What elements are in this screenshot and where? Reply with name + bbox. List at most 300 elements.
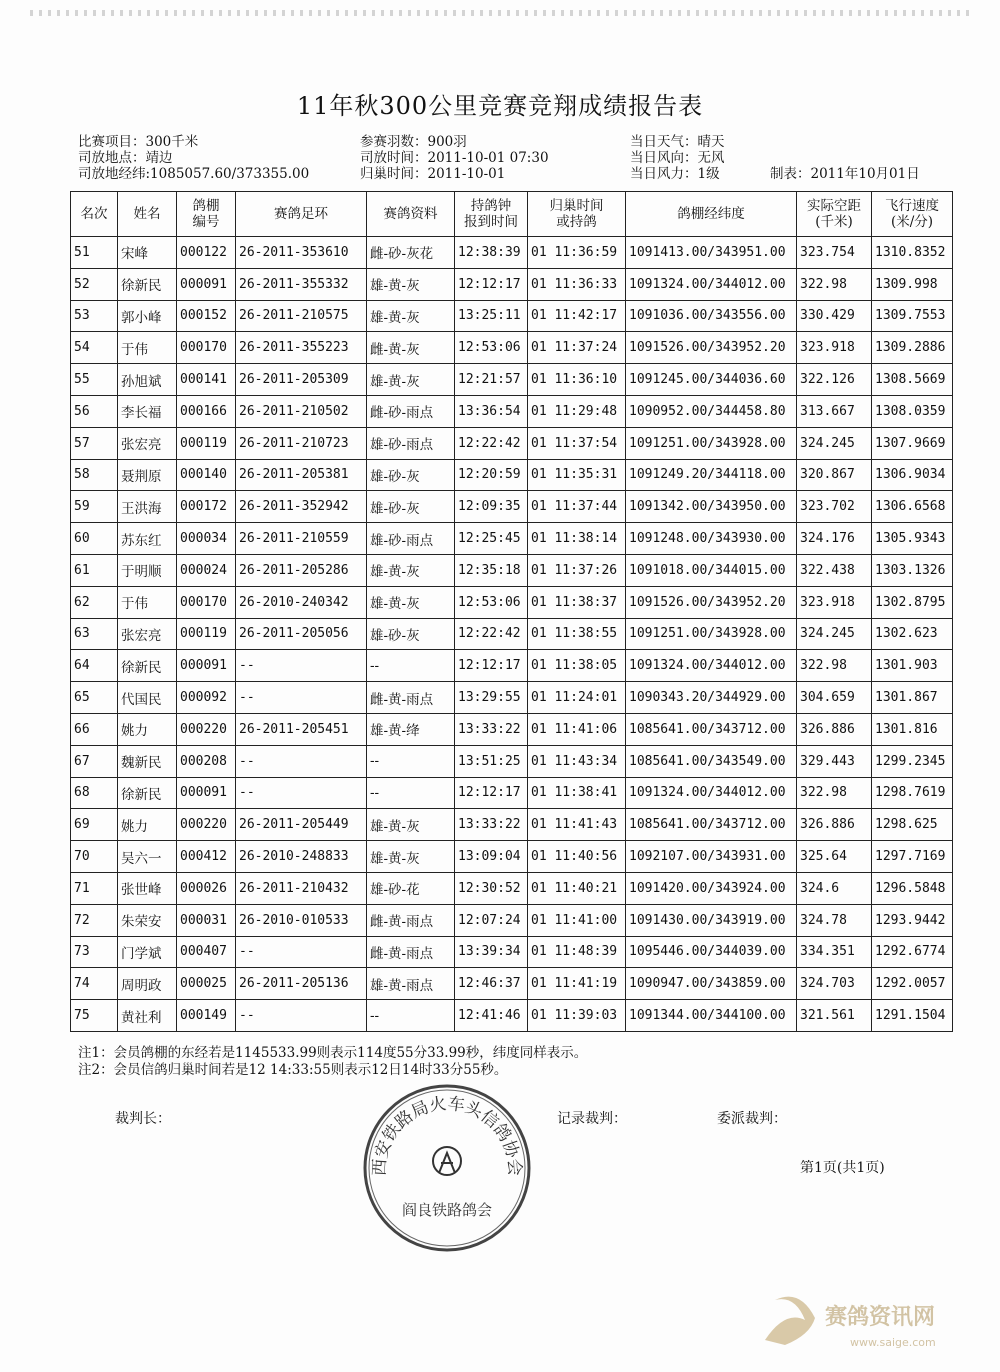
table-cell: --	[367, 650, 455, 682]
table-cell: 73	[71, 936, 118, 968]
table-cell: 1309.2886	[872, 332, 953, 364]
table-cell: 26-2011-205309	[236, 364, 367, 396]
header-cell-6: 归巢时间 或持鸽	[528, 192, 626, 237]
table-cell: 1091342.00/343950.00	[626, 491, 797, 523]
table-cell: 000220	[177, 809, 236, 841]
table-cell: 1291.1504	[872, 1000, 953, 1032]
table-header-row	[71, 192, 953, 237]
table-cell: 01 11:36:33	[528, 268, 626, 300]
info-release-place: 司放地点：靖边	[78, 150, 173, 166]
table-row	[71, 1000, 953, 1032]
table-cell: 321.561	[797, 1000, 872, 1032]
table-cell: 000024	[177, 554, 236, 586]
table-cell: 01 11:24:01	[528, 682, 626, 714]
table-cell: 雄-黄-灰	[367, 586, 455, 618]
table-cell: 326.886	[797, 809, 872, 841]
table-cell: 01 11:41:06	[528, 713, 626, 745]
table-cell: 26-2010-010533	[236, 904, 367, 936]
table-cell: 雌-黄-灰	[367, 332, 455, 364]
table-cell: 朱荣安	[118, 904, 177, 936]
table-cell: 13:09:04	[455, 841, 528, 873]
table-cell: 64	[71, 650, 118, 682]
table-cell: 12:12:17	[455, 650, 528, 682]
info-return-time: 归巢时间：2011-10-01	[360, 166, 506, 182]
header-cell-9: 飞行速度 (米/分)	[872, 192, 953, 237]
table-cell: --	[367, 777, 455, 809]
table-row	[71, 904, 953, 936]
table-cell: 1303.1326	[872, 554, 953, 586]
table-cell: 1091324.00/344012.00	[626, 268, 797, 300]
table-cell: 26-2011-210723	[236, 427, 367, 459]
table-cell: 01 11:41:43	[528, 809, 626, 841]
table-cell: 55	[71, 364, 118, 396]
table-cell: 1091430.00/343919.00	[626, 904, 797, 936]
table-row	[71, 237, 953, 269]
table-row	[71, 364, 953, 396]
table-cell: 徐新民	[118, 650, 177, 682]
seal-ring-text: 西安铁路局火车头信鸽协会	[369, 1093, 525, 1177]
table-cell: 01 11:40:56	[528, 841, 626, 873]
table-cell: 323.918	[797, 586, 872, 618]
table-cell: 69	[71, 809, 118, 841]
table-row	[71, 300, 953, 332]
table-cell: 李长福	[118, 395, 177, 427]
appointed-judge-label: 委派裁判：	[717, 1111, 787, 1127]
table-cell: 雄-黄-绛	[367, 713, 455, 745]
table-cell: 322.438	[797, 554, 872, 586]
info-wind-force: 当日风力：1级	[630, 166, 720, 182]
table-cell: 12:38:39	[455, 237, 528, 269]
table-cell: 1091251.00/343928.00	[626, 618, 797, 650]
table-cell: 徐新民	[118, 268, 177, 300]
table-cell: 12:21:57	[455, 364, 528, 396]
table-cell: 330.429	[797, 300, 872, 332]
table-cell: 1091420.00/343924.00	[626, 872, 797, 904]
table-cell: 12:12:17	[455, 777, 528, 809]
record-judge-label: 记录裁判：	[557, 1111, 627, 1127]
table-cell: 68	[71, 777, 118, 809]
table-cell: 1309.998	[872, 268, 953, 300]
table-cell: 326.886	[797, 713, 872, 745]
table-cell: 12:46:37	[455, 968, 528, 1000]
table-row	[71, 586, 953, 618]
table-cell: 323.702	[797, 491, 872, 523]
table-cell: 12:09:35	[455, 491, 528, 523]
table-cell: 000140	[177, 459, 236, 491]
table-cell: 58	[71, 459, 118, 491]
table-cell: 魏新民	[118, 745, 177, 777]
table-cell: 56	[71, 395, 118, 427]
table-cell: 01 11:48:39	[528, 936, 626, 968]
table-cell: 雄-砂-雨点	[367, 523, 455, 555]
table-row	[71, 650, 953, 682]
table-cell: 57	[71, 427, 118, 459]
table-cell: 313.667	[797, 395, 872, 427]
table-cell: 于伟	[118, 332, 177, 364]
table-row	[71, 777, 953, 809]
table-cell: 324.78	[797, 904, 872, 936]
table-cell: 322.98	[797, 268, 872, 300]
table-cell: 000149	[177, 1000, 236, 1032]
table-cell: 1292.6774	[872, 936, 953, 968]
table-cell: 1091344.00/344100.00	[626, 1000, 797, 1032]
pigeon-logo-icon	[765, 1297, 815, 1345]
table-cell: 1090947.00/343859.00	[626, 968, 797, 1000]
table-cell: 323.754	[797, 237, 872, 269]
table-cell: 孙旭斌	[118, 364, 177, 396]
table-cell: 雄-黄-灰	[367, 841, 455, 873]
table-cell: --	[236, 1000, 367, 1032]
table-cell: 01 11:38:55	[528, 618, 626, 650]
table-cell: 郭小峰	[118, 300, 177, 332]
table-cell: 70	[71, 841, 118, 873]
table-cell: 000407	[177, 936, 236, 968]
table-cell: 吴六一	[118, 841, 177, 873]
table-cell: 01 11:38:37	[528, 586, 626, 618]
table-cell: 304.659	[797, 682, 872, 714]
results-table	[70, 191, 953, 1032]
info-event: 比赛项目：300千米	[78, 134, 199, 150]
header-cell-1: 姓名	[118, 192, 177, 237]
table-cell: 000034	[177, 523, 236, 555]
table-cell: 徐新民	[118, 777, 177, 809]
info-col-3	[630, 134, 725, 182]
table-cell: 张宏亮	[118, 427, 177, 459]
table-cell: 1308.0359	[872, 395, 953, 427]
association-seal	[362, 1083, 532, 1253]
table-row	[71, 427, 953, 459]
table-cell: 324.176	[797, 523, 872, 555]
table-cell: 01 11:37:44	[528, 491, 626, 523]
table-cell: 51	[71, 237, 118, 269]
table-cell: 雄-砂-雨点	[367, 427, 455, 459]
table-cell: 1305.9343	[872, 523, 953, 555]
table-cell: 26-2011-353610	[236, 237, 367, 269]
table-cell: 26-2011-210575	[236, 300, 367, 332]
table-cell: 26-2011-205381	[236, 459, 367, 491]
table-cell: 334.351	[797, 936, 872, 968]
table-cell: 000091	[177, 650, 236, 682]
info-release-coords: 司放地经纬:1085057.60/373355.00	[78, 166, 310, 182]
table-cell: 宋峰	[118, 237, 177, 269]
table-cell: 1301.816	[872, 713, 953, 745]
table-cell: 66	[71, 713, 118, 745]
table-row	[71, 713, 953, 745]
table-cell: 000170	[177, 332, 236, 364]
table-cell: 26-2011-210559	[236, 523, 367, 555]
table-row	[71, 682, 953, 714]
table-cell: 12:41:46	[455, 1000, 528, 1032]
site-watermark	[755, 1290, 965, 1360]
table-cell: 62	[71, 586, 118, 618]
table-cell: 13:36:54	[455, 395, 528, 427]
table-cell: 01 11:37:26	[528, 554, 626, 586]
table-cell: 1298.625	[872, 809, 953, 841]
info-made-date: 制表：2011年10月01日	[770, 166, 920, 182]
table-row	[71, 523, 953, 555]
table-cell: 000091	[177, 777, 236, 809]
table-cell: 1302.8795	[872, 586, 953, 618]
table-cell: 53	[71, 300, 118, 332]
table-cell: 1297.7169	[872, 841, 953, 873]
info-col-2	[360, 134, 549, 182]
table-cell: 63	[71, 618, 118, 650]
table-cell: 26-2011-205286	[236, 554, 367, 586]
table-cell: 雌-砂-雨点	[367, 395, 455, 427]
table-row	[71, 745, 953, 777]
table-cell: 000412	[177, 841, 236, 873]
table-cell: 01 11:42:17	[528, 300, 626, 332]
table-cell: 26-2011-355332	[236, 268, 367, 300]
table-cell: --	[236, 745, 367, 777]
table-cell: 325.64	[797, 841, 872, 873]
table-cell: 黄社利	[118, 1000, 177, 1032]
table-cell: 72	[71, 904, 118, 936]
table-cell: 26-2011-205449	[236, 809, 367, 841]
table-cell: 52	[71, 268, 118, 300]
table-cell: 苏东红	[118, 523, 177, 555]
table-cell: 01 11:36:59	[528, 237, 626, 269]
table-cell: 000172	[177, 491, 236, 523]
table-cell: 67	[71, 745, 118, 777]
table-cell: 1299.2345	[872, 745, 953, 777]
table-cell: 13:33:22	[455, 713, 528, 745]
table-cell: 王洪海	[118, 491, 177, 523]
table-cell: 12:20:59	[455, 459, 528, 491]
table-cell: 26-2011-205451	[236, 713, 367, 745]
table-row	[71, 332, 953, 364]
table-cell: 聂荆原	[118, 459, 177, 491]
table-cell: 1085641.00/343549.00	[626, 745, 797, 777]
table-cell: --	[236, 650, 367, 682]
table-cell: 000092	[177, 682, 236, 714]
table-cell: 320.867	[797, 459, 872, 491]
table-cell: 雄-黄-灰	[367, 268, 455, 300]
table-cell: 329.443	[797, 745, 872, 777]
table-cell: 12:12:17	[455, 268, 528, 300]
table-cell: 雄-砂-灰	[367, 618, 455, 650]
table-cell: 1091249.20/344118.00	[626, 459, 797, 491]
table-cell: 000141	[177, 364, 236, 396]
table-cell: 1091324.00/344012.00	[626, 650, 797, 682]
table-cell: 000119	[177, 427, 236, 459]
header-cell-0: 名次	[71, 192, 118, 237]
table-cell: 雄-砂-灰	[367, 459, 455, 491]
table-cell: 1310.8352	[872, 237, 953, 269]
table-cell: 1292.0057	[872, 968, 953, 1000]
table-cell: 张世峰	[118, 872, 177, 904]
table-cell: 于伟	[118, 586, 177, 618]
table-cell: 323.918	[797, 332, 872, 364]
table-cell: 01 11:38:14	[528, 523, 626, 555]
table-cell: 12:22:42	[455, 427, 528, 459]
table-cell: 000166	[177, 395, 236, 427]
chief-judge-label: 裁判长：	[115, 1111, 171, 1127]
header-cell-4: 赛鸽资料	[367, 192, 455, 237]
table-row	[71, 936, 953, 968]
table-cell: 1090952.00/344458.80	[626, 395, 797, 427]
table-cell: 324.245	[797, 618, 872, 650]
header-cell-5: 持鸽钟 报到时间	[455, 192, 528, 237]
table-cell: 01 11:43:34	[528, 745, 626, 777]
table-cell: 姚力	[118, 809, 177, 841]
table-cell: 1091036.00/343556.00	[626, 300, 797, 332]
table-cell: 000152	[177, 300, 236, 332]
table-row	[71, 968, 953, 1000]
table-cell: 13:25:11	[455, 300, 528, 332]
header-cell-3: 赛鸽足环	[236, 192, 367, 237]
table-row	[71, 268, 953, 300]
table-cell: 12:22:42	[455, 618, 528, 650]
table-cell: 雄-黄-灰	[367, 809, 455, 841]
table-cell: 65	[71, 682, 118, 714]
table-cell: 000170	[177, 586, 236, 618]
table-cell: 26-2010-240342	[236, 586, 367, 618]
table-row	[71, 809, 953, 841]
svg-text:赛鸽资讯网: 赛鸽资讯网	[825, 1305, 936, 1330]
table-cell: 1085641.00/343712.00	[626, 809, 797, 841]
table-cell: 13:29:55	[455, 682, 528, 714]
svg-text:www.saige.com: www.saige.com	[850, 1336, 936, 1349]
table-cell: 雌-黄-雨点	[367, 904, 455, 936]
table-cell: 周明政	[118, 968, 177, 1000]
table-cell: 59	[71, 491, 118, 523]
table-cell: 1301.903	[872, 650, 953, 682]
table-cell: 26-2011-205136	[236, 968, 367, 1000]
header-cell-2: 鸽棚 编号	[177, 192, 236, 237]
table-cell: 13:33:22	[455, 809, 528, 841]
table-cell: 1309.7553	[872, 300, 953, 332]
notes	[78, 1045, 587, 1079]
table-cell: 01 11:41:00	[528, 904, 626, 936]
table-cell: 雄-黄-灰	[367, 554, 455, 586]
note-2: 注2：会员信鸽归巢时间若是12 14:33:55则表示12日14时33分55秒。	[78, 1062, 508, 1078]
table-cell: 12:07:24	[455, 904, 528, 936]
table-cell: 雌-黄-雨点	[367, 682, 455, 714]
table-cell: 于明顺	[118, 554, 177, 586]
table-row	[71, 841, 953, 873]
table-cell: 000208	[177, 745, 236, 777]
table-cell: 雄-黄-雨点	[367, 968, 455, 1000]
page-number: 第1页(共1页)	[800, 1160, 885, 1176]
table-cell: 张宏亮	[118, 618, 177, 650]
table-cell: 12:35:18	[455, 554, 528, 586]
table-row	[71, 872, 953, 904]
table-cell: --	[367, 745, 455, 777]
table-cell: 75	[71, 1000, 118, 1032]
table-cell: 26-2011-210432	[236, 872, 367, 904]
table-cell: 1091251.00/343928.00	[626, 427, 797, 459]
table-cell: 雄-砂-灰	[367, 491, 455, 523]
table-body	[71, 237, 953, 1032]
table-cell: 雄-黄-灰	[367, 300, 455, 332]
info-wind-direction: 当日风向：无风	[630, 150, 725, 166]
table-cell: 12:25:45	[455, 523, 528, 555]
scan-noise	[30, 10, 970, 16]
table-cell: 12:53:06	[455, 586, 528, 618]
table-cell: 01 11:38:05	[528, 650, 626, 682]
table-row	[71, 554, 953, 586]
table-cell: 71	[71, 872, 118, 904]
table-cell: --	[236, 936, 367, 968]
table-cell: 1296.5848	[872, 872, 953, 904]
table-cell: 12:53:06	[455, 332, 528, 364]
seal-bottom-text: 阎良铁路鸽会	[401, 1201, 493, 1219]
table-cell: 13:51:25	[455, 745, 528, 777]
table-cell: --	[236, 682, 367, 714]
table-cell: 1091248.00/343930.00	[626, 523, 797, 555]
table-cell: 1308.5669	[872, 364, 953, 396]
table-cell: 01 11:37:24	[528, 332, 626, 364]
table-cell: 26-2011-352942	[236, 491, 367, 523]
table-cell: --	[367, 1000, 455, 1032]
table-cell: 1091324.00/344012.00	[626, 777, 797, 809]
table-cell: 01 11:37:54	[528, 427, 626, 459]
header-cell-8: 实际空距 (千米)	[797, 192, 872, 237]
table-cell: 324.703	[797, 968, 872, 1000]
table-cell: 01 11:41:19	[528, 968, 626, 1000]
table-cell: 26-2011-210502	[236, 395, 367, 427]
table-cell: 01 11:38:41	[528, 777, 626, 809]
table-cell: 000091	[177, 268, 236, 300]
table-cell: 26-2011-355223	[236, 332, 367, 364]
table-row	[71, 491, 953, 523]
table-cell: 000220	[177, 713, 236, 745]
table-cell: 13:39:34	[455, 936, 528, 968]
table-cell: 01 11:39:03	[528, 1000, 626, 1032]
table-cell: 姚力	[118, 713, 177, 745]
table-cell: 322.126	[797, 364, 872, 396]
table-cell: 1301.867	[872, 682, 953, 714]
table-cell: 1091526.00/343952.20	[626, 586, 797, 618]
table-cell: 1091413.00/343951.00	[626, 237, 797, 269]
info-entries: 参赛羽数：900羽	[360, 134, 467, 150]
table-cell: 1293.9442	[872, 904, 953, 936]
table-cell: 1090343.20/344929.00	[626, 682, 797, 714]
table-cell: 01 11:29:48	[528, 395, 626, 427]
table-row	[71, 618, 953, 650]
table-cell: --	[236, 777, 367, 809]
table-cell: 324.245	[797, 427, 872, 459]
table-cell: 雌-黄-雨点	[367, 936, 455, 968]
table-cell: 1091245.00/344036.60	[626, 364, 797, 396]
table-cell: 322.98	[797, 650, 872, 682]
table-cell: 1302.623	[872, 618, 953, 650]
table-cell: 000031	[177, 904, 236, 936]
table-cell: 1091526.00/343952.20	[626, 332, 797, 364]
table-cell: 01 11:35:31	[528, 459, 626, 491]
table-cell: 1092107.00/343931.00	[626, 841, 797, 873]
table-cell: 1298.7619	[872, 777, 953, 809]
table-cell: 雄-黄-灰	[367, 364, 455, 396]
table-cell: 雄-砂-花	[367, 872, 455, 904]
table-cell: 324.6	[797, 872, 872, 904]
table-cell: 1085641.00/343712.00	[626, 713, 797, 745]
table-row	[71, 395, 953, 427]
table-cell: 26-2011-205056	[236, 618, 367, 650]
table-cell: 000122	[177, 237, 236, 269]
table-cell: 61	[71, 554, 118, 586]
table-cell: 000026	[177, 872, 236, 904]
table-row	[71, 459, 953, 491]
table-cell: 1307.9669	[872, 427, 953, 459]
header-cell-7: 鸽棚经纬度	[626, 192, 797, 237]
table-cell: 1095446.00/344039.00	[626, 936, 797, 968]
page-title: 11年秋300公里竞赛竞翔成绩报告表	[296, 92, 704, 120]
table-cell: 代国民	[118, 682, 177, 714]
table-cell: 12:30:52	[455, 872, 528, 904]
table-cell: 门学斌	[118, 936, 177, 968]
